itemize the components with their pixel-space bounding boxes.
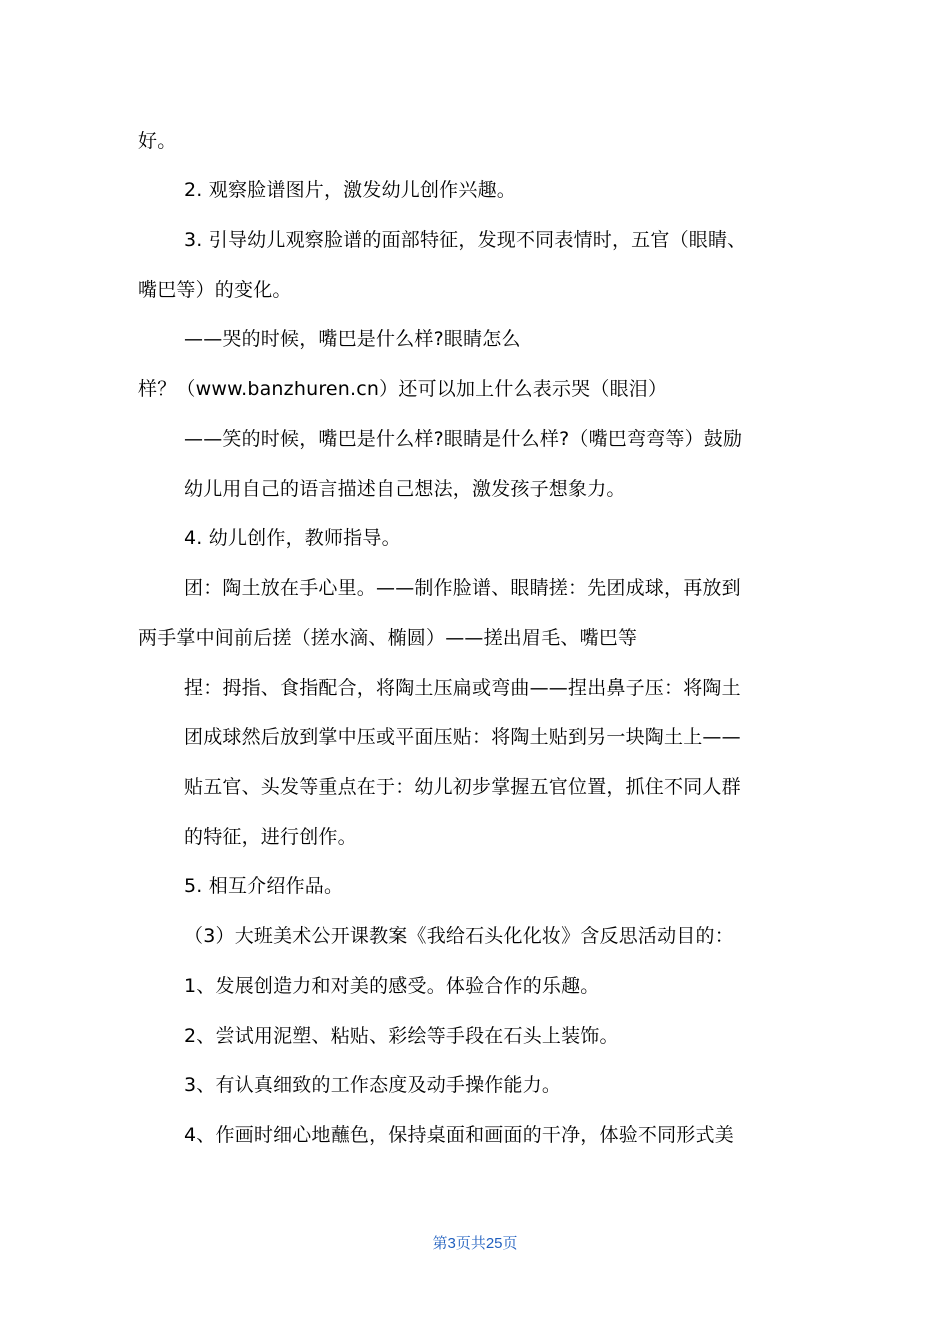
text-line: 3. 引导幼儿观察脸谱的面部特征，发现不同表情时，五官（眼睛、	[184, 229, 747, 251]
text-line: 4. 幼儿创作，教师指导。	[184, 527, 401, 549]
page-number-footer: 第3页共25页	[432, 1235, 518, 1252]
text-line: 3、有认真细致的工作态度及动手操作能力。	[184, 1074, 562, 1096]
text-line: 两手掌中间前后搓（搓水滴、椭圆）——搓出眉毛、嘴巴等	[138, 627, 638, 649]
text-line: 好。	[138, 130, 177, 152]
text-line: 2. 观察脸谱图片，激发幼儿创作兴趣。	[184, 179, 516, 201]
text-line: 团成球然后放到掌中压或平面压贴：将陶土贴到另一块陶土上——	[184, 726, 741, 748]
text-line: 4、作画时细心地蘸色，保持桌面和画面的干净，体验不同形式美	[184, 1124, 734, 1146]
text-line: ——笑的时候，嘴巴是什么样?眼睛是什么样?（嘴巴弯弯等）鼓励	[184, 428, 743, 450]
text-line: 1、发展创造力和对美的感受。体验合作的乐趣。	[184, 975, 600, 997]
text-line: 嘴巴等）的变化。	[138, 279, 292, 301]
text-line: 的特征，进行创作。	[184, 826, 357, 848]
text-line: 样？（www.banzhuren.cn）还可以加上什么表示哭（眼泪）	[138, 378, 668, 400]
text-line: 贴五官、头发等重点在于：幼儿初步掌握五官位置，抓住不同人群	[184, 776, 741, 798]
text-line: 5. 相互介绍作品。	[184, 875, 344, 897]
text-line: 捏：拇指、食指配合，将陶土压扁或弯曲——捏出鼻子压：将陶土	[184, 677, 741, 699]
text-line: 团：陶土放在手心里。——制作脸谱、眼睛搓：先团成球，再放到	[184, 577, 741, 599]
text-line: （3）大班美术公开课教案《我给石头化化妆》含反思活动目的：	[184, 925, 734, 947]
text-line: 2、尝试用泥塑、粘贴、彩绘等手段在石头上装饰。	[184, 1025, 619, 1047]
text-line: 幼儿用自己的语言描述自己想法，激发孩子想象力。	[184, 478, 626, 500]
text-line: ——哭的时候，嘴巴是什么样?眼睛怎么	[184, 328, 521, 350]
